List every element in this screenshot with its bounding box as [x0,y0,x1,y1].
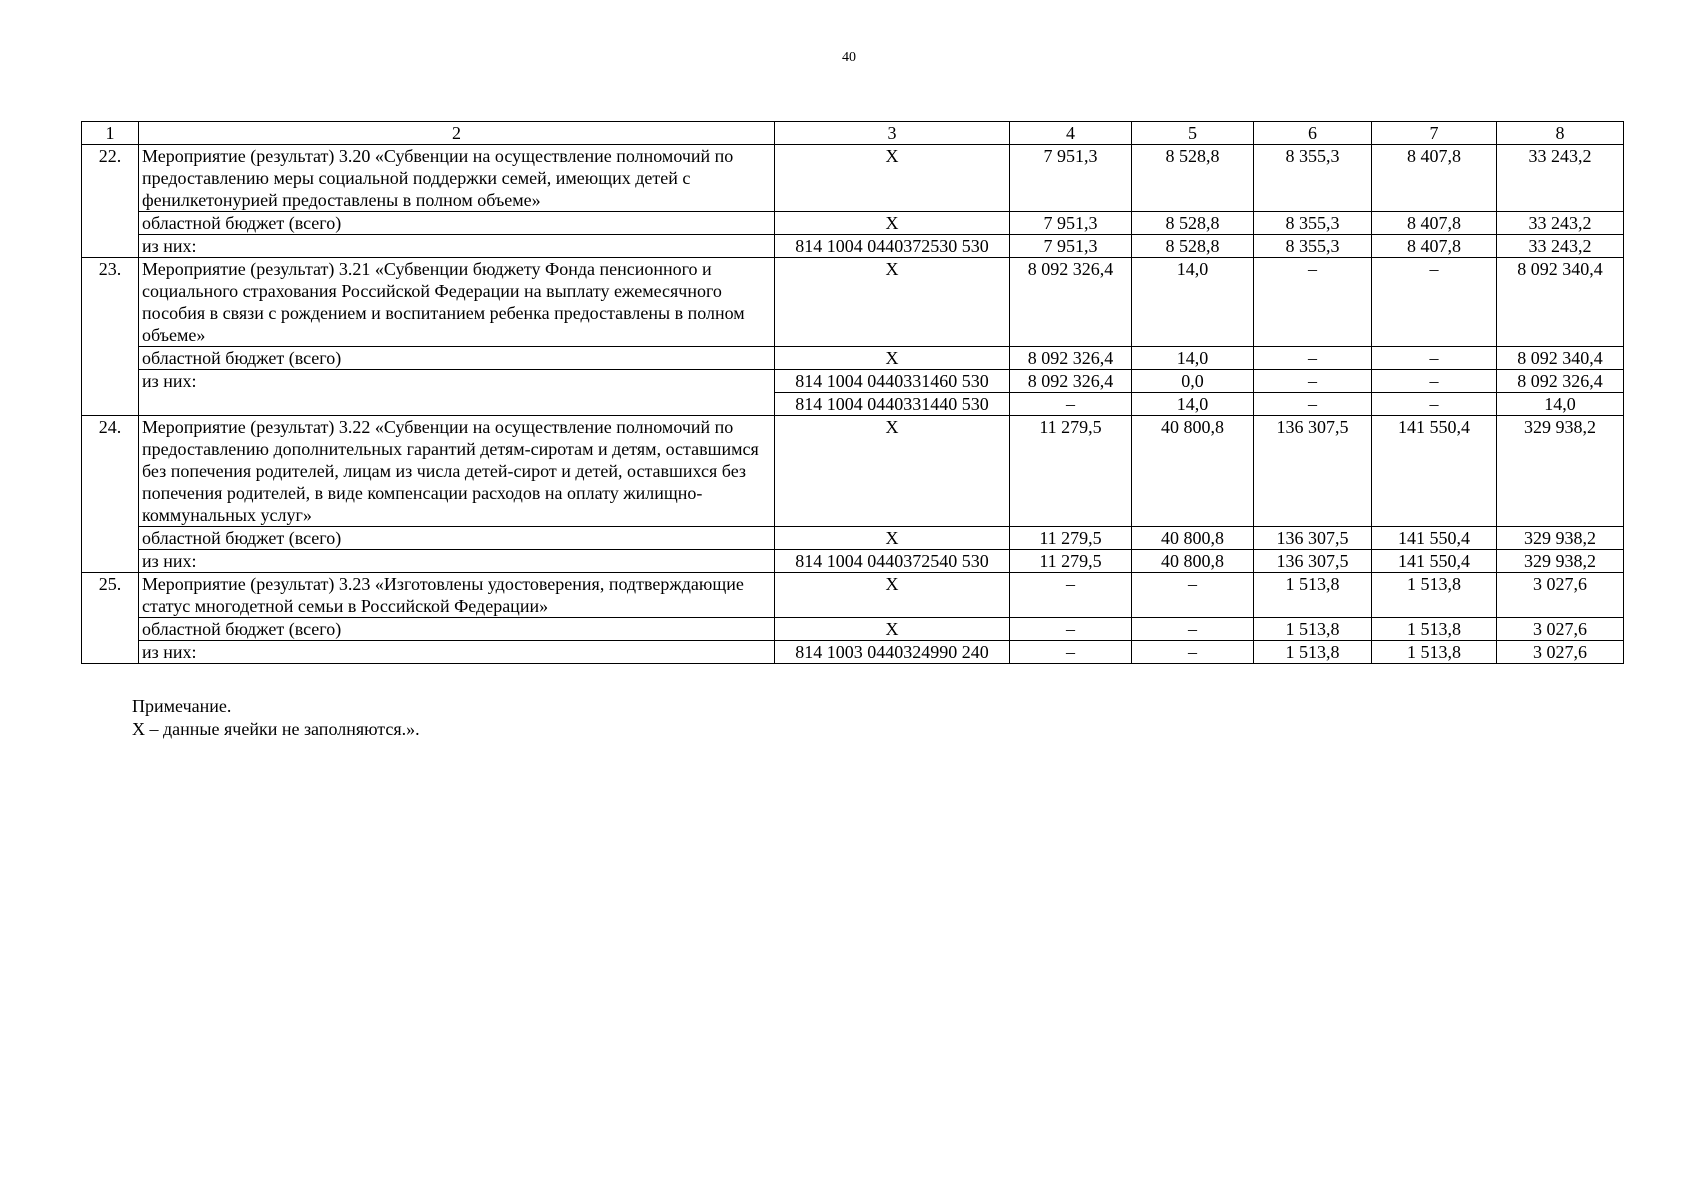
value-cell: 8 092 326,4 [1497,370,1624,393]
value-cell: 8 092 340,4 [1497,347,1624,370]
code-cell: Х [775,347,1010,370]
table-row [82,527,1624,550]
value-cell: 8 355,3 [1254,212,1372,235]
code-cell: Х [775,618,1010,641]
value-cell: 8 407,8 [1372,235,1497,258]
value-cell: 8 528,8 [1132,212,1254,235]
table-row [82,370,1624,393]
value-cell: – [1254,393,1372,416]
value-cell: 8 355,3 [1254,145,1372,212]
row-description: из них: [139,235,775,258]
column-header: 1 [82,122,139,145]
row-description: областной бюджет (всего) [139,212,775,235]
column-header: 6 [1254,122,1372,145]
value-cell: 329 938,2 [1497,416,1624,527]
code-cell: 814 1004 0440372540 530 [775,550,1010,573]
value-cell: 1 513,8 [1254,618,1372,641]
value-cell: 329 938,2 [1497,527,1624,550]
code-cell: Х [775,573,1010,618]
value-cell: 1 513,8 [1372,618,1497,641]
table-row [82,618,1624,641]
value-cell: 3 027,6 [1497,618,1624,641]
row-description: Мероприятие (результат) 3.20 «Субвенции на осуществление полномочий по предоставлению меры социальной поддержки семей, имеющих детей с фенилкетонурией предоставлены в полном объеме» [139,145,775,212]
table-row [82,347,1624,370]
row-number: 24. [82,416,139,573]
value-cell: 1 513,8 [1254,573,1372,618]
code-cell: 814 1004 0440372530 530 [775,235,1010,258]
row-description: из них: [139,370,775,416]
row-description: Мероприятие (результат) 3.21 «Субвенции бюджету Фонда пенсионного и социального страхования Российской Федерации на выплату ежемесячного пособия в связи с рождением и воспитанием ребенка предоставлены в полном объеме» [139,258,775,347]
value-cell: 8 528,8 [1132,235,1254,258]
value-cell: 1 513,8 [1254,641,1372,664]
row-description: Мероприятие (результат) 3.22 «Субвенции на осуществление полномочий по предоставлению дополнительных гарантий детям-сиротам и детям, оставшимся без попечения родителей, лицам из числа детей-сирот и детей, оставшихся без попечения родителей, в виде компенсации расходов на оплату жилищно-коммунальных услуг» [139,416,775,527]
code-cell: Х [775,212,1010,235]
value-cell: – [1010,393,1132,416]
table-row [82,258,1624,347]
value-cell: 33 243,2 [1497,145,1624,212]
value-cell: 136 307,5 [1254,550,1372,573]
value-cell: 8 092 326,4 [1010,258,1132,347]
value-cell: 3 027,6 [1497,641,1624,664]
code-cell: Х [775,416,1010,527]
table-row [82,416,1624,527]
budget-table [81,121,1624,664]
table-header-row [82,122,1624,145]
table-row [82,212,1624,235]
value-cell: 11 279,5 [1010,550,1132,573]
value-cell: 8 528,8 [1132,145,1254,212]
value-cell: 3 027,6 [1497,573,1624,618]
value-cell: 0,0 [1132,370,1254,393]
value-cell: 8 092 326,4 [1010,370,1132,393]
value-cell: 8 355,3 [1254,235,1372,258]
row-description: Мероприятие (результат) 3.23 «Изготовлены удостоверения, подтверждающие статус многодетной семьи в Российской Федерации» [139,573,775,618]
value-cell: 11 279,5 [1010,416,1132,527]
value-cell: 8 407,8 [1372,212,1497,235]
column-header: 4 [1010,122,1132,145]
value-cell: – [1254,347,1372,370]
value-cell: – [1010,618,1132,641]
value-cell: 33 243,2 [1497,235,1624,258]
value-cell: – [1254,370,1372,393]
column-header: 7 [1372,122,1497,145]
value-cell: 141 550,4 [1372,550,1497,573]
value-cell: 7 951,3 [1010,212,1132,235]
column-header: 5 [1132,122,1254,145]
value-cell: 136 307,5 [1254,416,1372,527]
value-cell: 40 800,8 [1132,527,1254,550]
code-cell: 814 1003 0440324990 240 [775,641,1010,664]
column-header: 2 [139,122,775,145]
row-description: из них: [139,641,775,664]
code-cell: Х [775,145,1010,212]
value-cell: 40 800,8 [1132,416,1254,527]
value-cell: – [1372,370,1497,393]
table-row [82,550,1624,573]
table-row [82,235,1624,258]
value-cell: 1 513,8 [1372,573,1497,618]
value-cell: 8 407,8 [1372,145,1497,212]
code-cell: Х [775,258,1010,347]
row-description: областной бюджет (всего) [139,618,775,641]
table-row [82,641,1624,664]
value-cell: 14,0 [1132,258,1254,347]
code-cell: Х [775,527,1010,550]
value-cell: – [1372,347,1497,370]
value-cell: – [1010,573,1132,618]
column-header: 8 [1497,122,1624,145]
footnote [132,695,420,741]
value-cell: 8 092 326,4 [1010,347,1132,370]
value-cell: 33 243,2 [1497,212,1624,235]
footnote-title: Примечание. [132,696,232,716]
value-cell: – [1132,573,1254,618]
value-cell: 141 550,4 [1372,527,1497,550]
value-cell: 14,0 [1497,393,1624,416]
value-cell: 8 092 340,4 [1497,258,1624,347]
footnote-text: Х – данные ячейки не заполняются.». [132,719,420,739]
row-description: областной бюджет (всего) [139,347,775,370]
value-cell: 7 951,3 [1010,145,1132,212]
value-cell: – [1132,641,1254,664]
code-cell: 814 1004 0440331460 530 [775,370,1010,393]
row-number: 22. [82,145,139,258]
code-cell: 814 1004 0440331440 530 [775,393,1010,416]
value-cell: 11 279,5 [1010,527,1132,550]
row-description: из них: [139,550,775,573]
value-cell: 14,0 [1132,393,1254,416]
value-cell: 329 938,2 [1497,550,1624,573]
row-description: областной бюджет (всего) [139,527,775,550]
value-cell: – [1372,393,1497,416]
value-cell: 14,0 [1132,347,1254,370]
value-cell: – [1254,258,1372,347]
value-cell: 40 800,8 [1132,550,1254,573]
column-header: 3 [775,122,1010,145]
value-cell: – [1132,618,1254,641]
row-number: 25. [82,573,139,664]
value-cell: 7 951,3 [1010,235,1132,258]
value-cell: 1 513,8 [1372,641,1497,664]
row-number: 23. [82,258,139,416]
value-cell: – [1010,641,1132,664]
table-row [82,145,1624,212]
table-row [82,573,1624,618]
value-cell: 136 307,5 [1254,527,1372,550]
value-cell: – [1372,258,1497,347]
value-cell: 141 550,4 [1372,416,1497,527]
page-number: 40 [842,50,856,65]
